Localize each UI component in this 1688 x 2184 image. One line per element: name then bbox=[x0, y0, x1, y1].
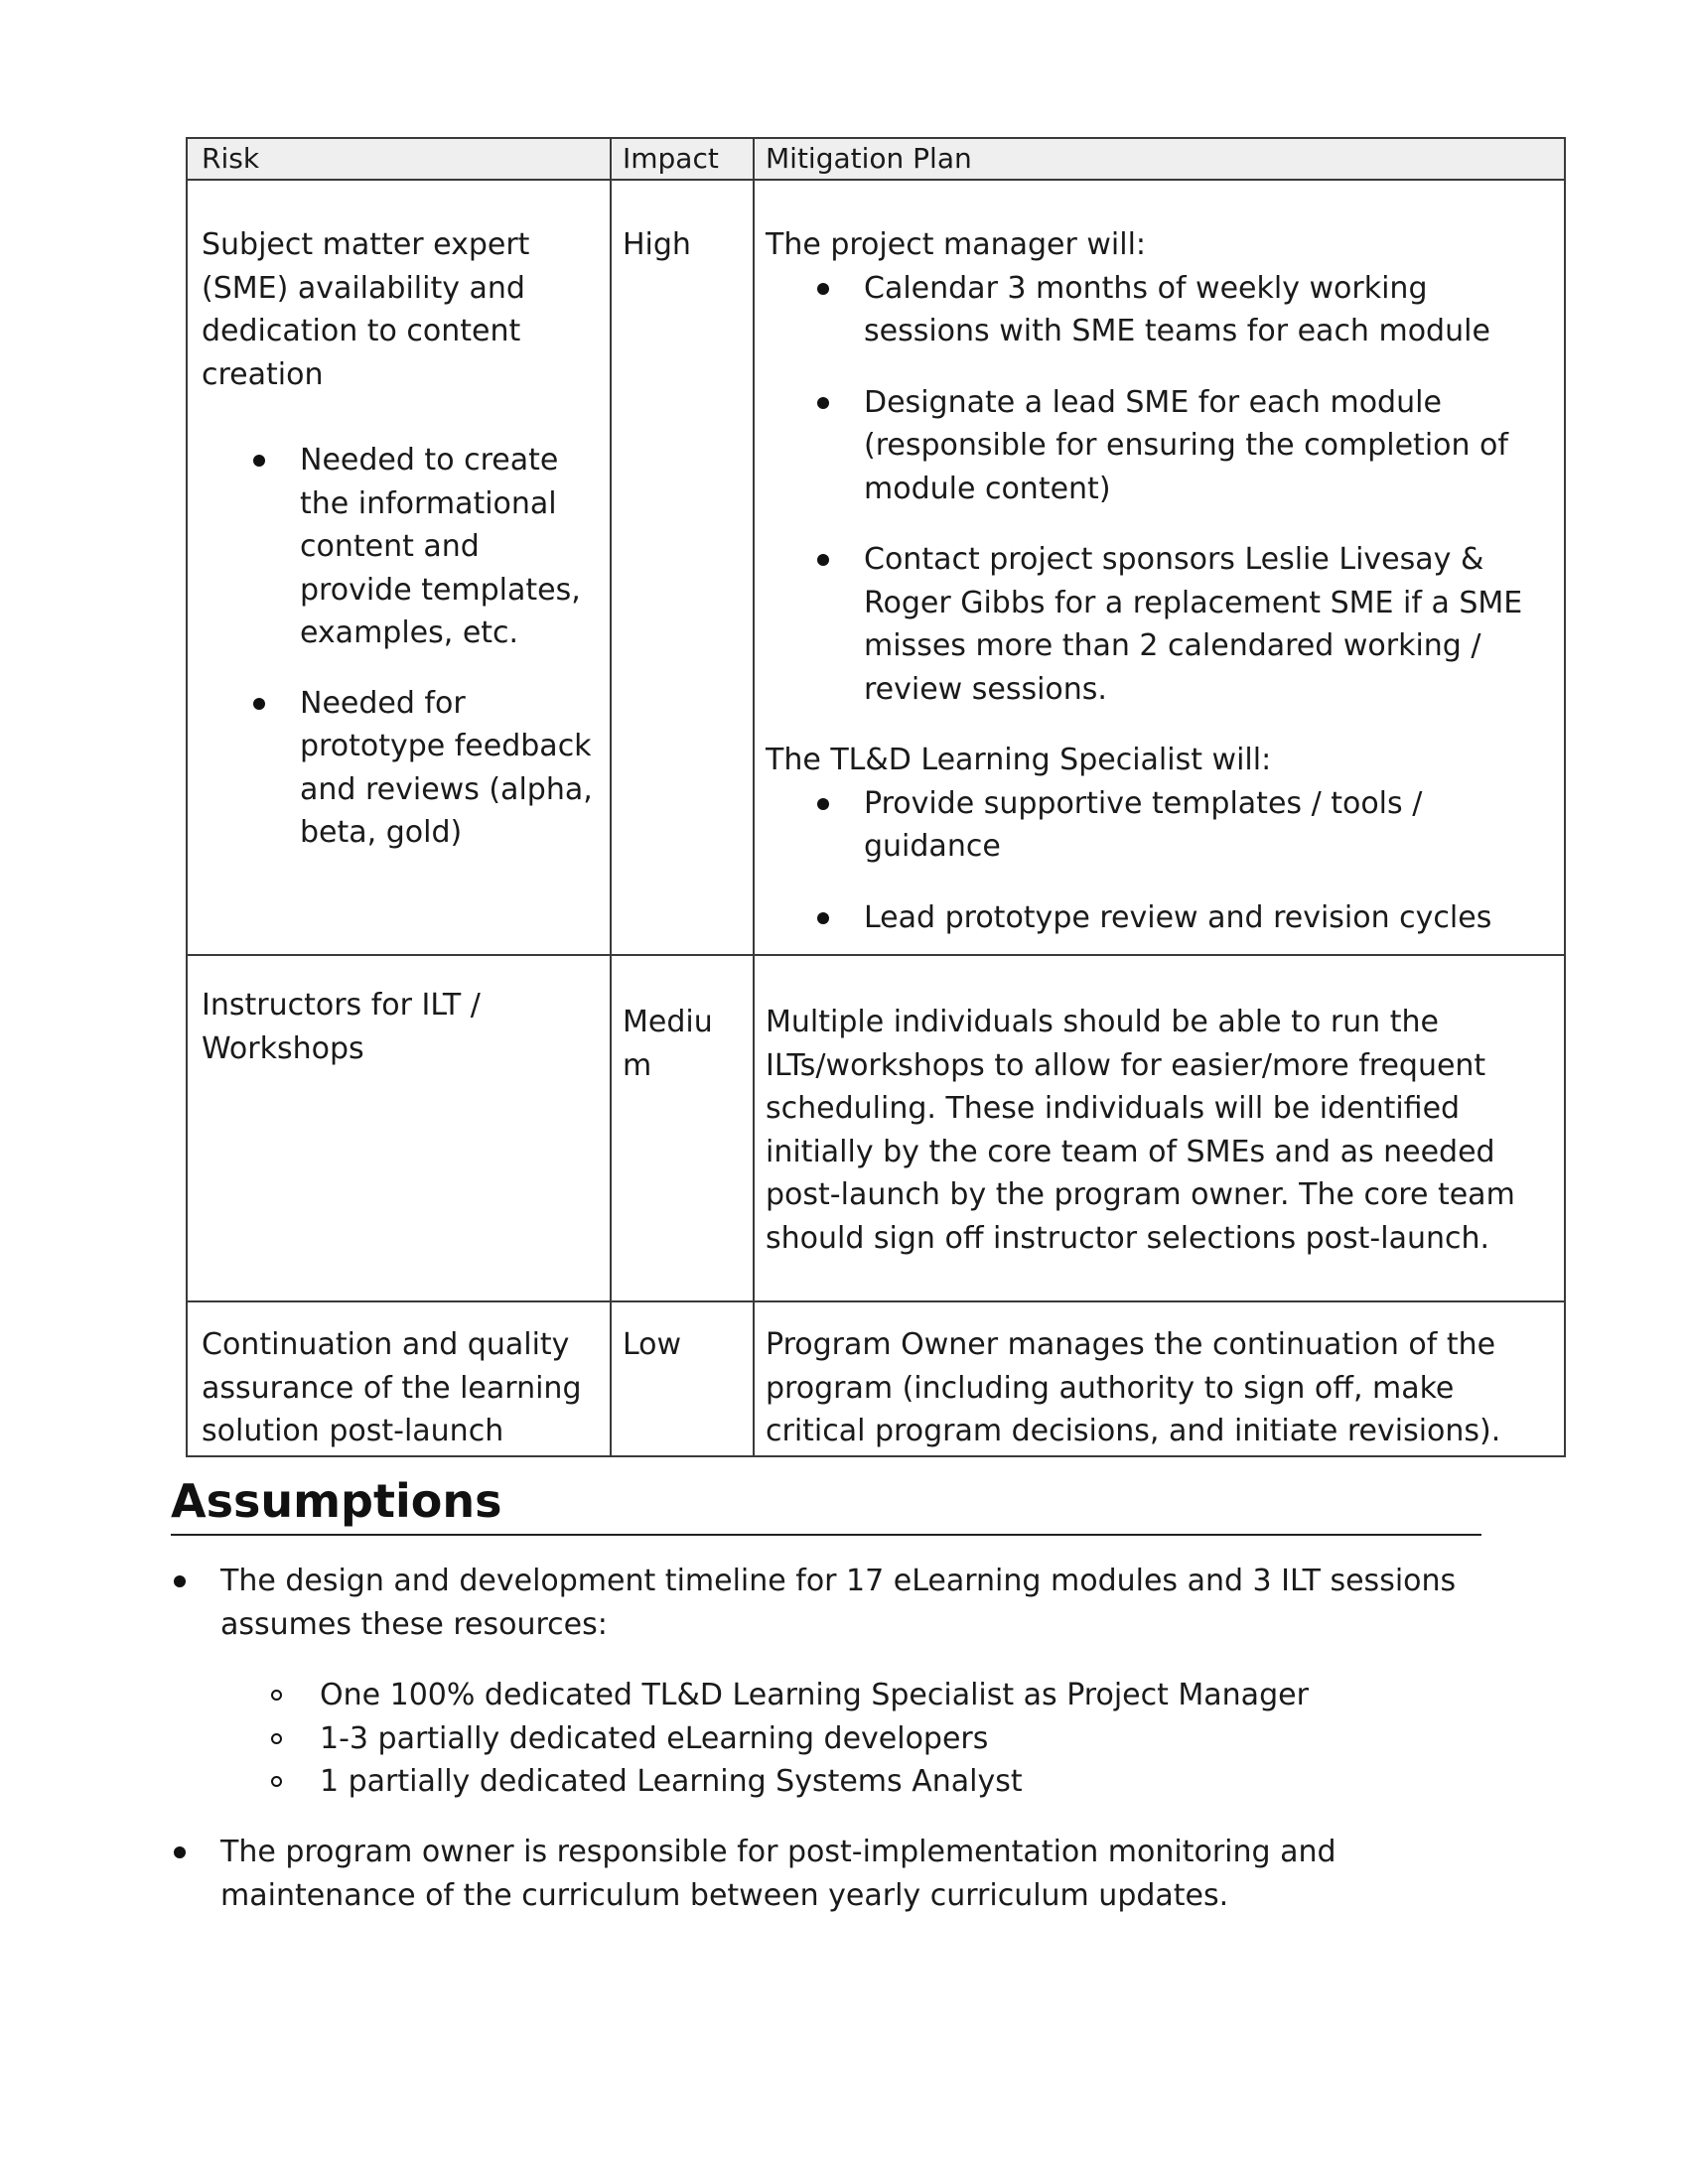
mitigation-intro: The project manager will: bbox=[766, 227, 1147, 262]
assumption-text: The design and development timeline for 17 eLearning modules and 3 ILT sessions assumes these resources: bbox=[220, 1564, 1457, 1642]
section-divider bbox=[171, 1534, 1481, 1536]
risk-table bbox=[186, 137, 1566, 1457]
list-item bbox=[320, 1717, 1481, 1761]
list-item bbox=[864, 896, 1560, 940]
resource-text: 1-3 partially dedicated eLearning developers bbox=[320, 1720, 989, 1756]
header-risk: Risk bbox=[202, 142, 260, 175]
mitigation-intro: The TL&D Learning Specialist will: bbox=[766, 743, 1272, 777]
assumption-item bbox=[220, 1560, 1481, 1646]
bullet-icon bbox=[817, 397, 829, 409]
mitigation-bullet-text: Lead prototype review and revision cycles bbox=[864, 899, 1492, 935]
list-item bbox=[864, 267, 1560, 353]
risk-bullet-text: Needed for prototype feedback and reviews (alpha, beta, gold) bbox=[300, 685, 593, 850]
row-divider bbox=[188, 179, 1564, 181]
table-row-1-mitigation bbox=[766, 223, 1560, 939]
mitigation-bullet-text: Contact project sponsors Leslie Livesay & Roger Gibbs for a replacement SME if a SME misses more than 2 calendared working / review sessions. bbox=[864, 542, 1523, 707]
table-row-2-risk: Instructors for ILT / Workshops bbox=[202, 988, 481, 1066]
risk-bullet-text: Needed to create the informational content and provide templates, examples, etc. bbox=[300, 443, 581, 650]
hollow-bullet-icon bbox=[271, 1733, 282, 1744]
bullet-icon bbox=[253, 455, 265, 467]
table-row-3-mitigation: Program Owner manages the continuation of the program (including authority to sign off, make critical program decisions, and initiate revisions). bbox=[766, 1327, 1501, 1448]
mitigation-bullet-text: Designate a lead SME for each module (responsible for ensuring the completion of module content) bbox=[864, 384, 1508, 506]
mitigation-bullet-text: Calendar 3 months of weekly working sessions with SME teams for each module bbox=[864, 270, 1490, 348]
hollow-bullet-icon bbox=[271, 1690, 282, 1701]
bullet-icon bbox=[817, 283, 829, 295]
row-divider bbox=[188, 1300, 1564, 1302]
bullet-icon bbox=[817, 912, 829, 924]
list-item bbox=[300, 439, 599, 655]
list-item bbox=[864, 381, 1560, 511]
mitigation-bullet-list bbox=[766, 267, 1560, 712]
bullet-icon bbox=[174, 1575, 186, 1587]
list-item bbox=[300, 682, 599, 855]
table-row-2-impact: Medium bbox=[623, 1005, 713, 1083]
resource-text: One 100% dedicated TL&D Learning Specialist as Project Manager bbox=[320, 1678, 1309, 1712]
table-row-3-risk: Continuation and quality assurance of the learning solution post-launch bbox=[202, 1327, 582, 1448]
table-row-2-mitigation: Multiple individuals should be able to run the ILTs/workshops to allow for easier/more frequent scheduling. These individuals will be identified initially by the core team of SMEs and as needed post-launch by the program owner. The core team should sign off instructor selections post-launch. bbox=[766, 1005, 1515, 1256]
list-item bbox=[320, 1760, 1481, 1804]
resource-text: 1 partially dedicated Learning Systems Analyst bbox=[320, 1764, 1023, 1799]
risk-bullet-list bbox=[202, 439, 599, 855]
mitigation-bullet-text: Provide supportive templates / tools / guidance bbox=[864, 785, 1423, 864]
resources-sub-list bbox=[320, 1674, 1481, 1804]
section-title: Assumptions bbox=[171, 1474, 502, 1528]
row-divider bbox=[188, 954, 1564, 956]
assumption-text: The program owner is responsible for post-implementation monitoring and maintenance of the curriculum between yearly curriculum updates. bbox=[220, 1835, 1336, 1913]
bullet-icon bbox=[253, 698, 265, 710]
column-divider bbox=[753, 139, 755, 1455]
list-item bbox=[320, 1674, 1481, 1717]
list-item bbox=[864, 782, 1560, 869]
hollow-bullet-icon bbox=[271, 1776, 282, 1787]
header-mitigation-plan: Mitigation Plan bbox=[766, 142, 972, 175]
mitigation-bullet-list bbox=[766, 782, 1560, 940]
bullet-icon bbox=[817, 554, 829, 566]
risk-description: Subject matter expert (SME) availability and dedication to content creation bbox=[202, 227, 530, 392]
table-row-1-impact: High bbox=[623, 227, 691, 262]
header-impact: Impact bbox=[623, 142, 719, 175]
table-row-1-risk bbox=[202, 223, 599, 855]
table-row-3-impact: Low bbox=[623, 1327, 682, 1362]
column-divider bbox=[610, 139, 612, 1455]
assumption-item bbox=[220, 1831, 1412, 1917]
bullet-icon bbox=[174, 1846, 186, 1858]
list-item bbox=[864, 538, 1560, 711]
bullet-icon bbox=[817, 798, 829, 810]
